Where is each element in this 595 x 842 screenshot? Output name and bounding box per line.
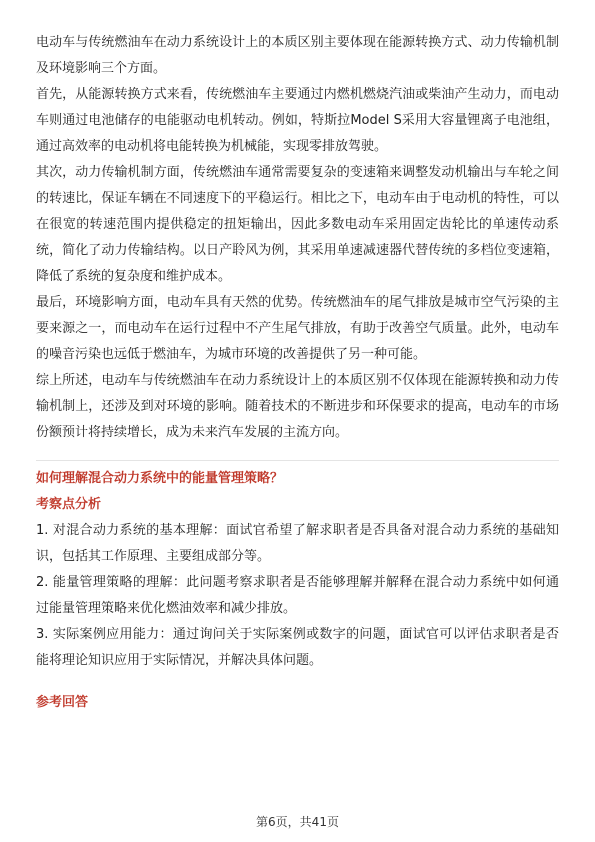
analysis-item: 1. 对混合动力系统的基本理解：面试官希望了解求职者是否具备对混合动力系统的基础知识，包括其工作原理、主要组成部分等。 bbox=[36, 523, 559, 564]
body-paragraph-transmission: 其次，动力传输机制方面，传统燃油车通常需要复杂的变速箱来调整发动机输出与车轮之间的转速比，保证车辆在不同速度下的平稳运行。相比之下，电动车由于电动机的特性，可以在很宽的转速范围内提供稳定的扭矩输出，因此多数电动车采用固定齿轮比的单速传动系统，简化了动力传输结构。以日产聆风为例，其采用单速减速器代替传统的多档位变速箱，降低了系统的复杂度和维护成本。 bbox=[36, 165, 559, 284]
section-divider bbox=[36, 460, 559, 461]
body-paragraph-intro: 电动车与传统燃油车在动力系统设计上的本质区别主要体现在能源转换方式、动力传输机制及环境影响三个方面。 bbox=[36, 35, 559, 76]
analysis-item: 2. 能量管理策略的理解：此问题考察求职者是否能够理解并解释在混合动力系统中如何通过能量管理策略来优化燃油效率和减少排放。 bbox=[36, 575, 559, 616]
page-number: 第6页，共41页 bbox=[256, 815, 339, 829]
page-content bbox=[36, 30, 559, 716]
analysis-heading: 考察点分析 bbox=[36, 497, 102, 512]
answer-heading: 参考回答 bbox=[36, 695, 89, 710]
analysis-item: 3. 实际案例应用能力：通过询问关于实际案例或数字的问题，面试官可以评估求职者是否能将理论知识应用于实际情况，并解决具体问题。 bbox=[36, 627, 559, 668]
body-paragraph-energy-conversion: 首先，从能源转换方式来看，传统燃油车主要通过内燃机燃烧汽油或柴油产生动力，而电动车则通过电池储存的电能驱动电机转动。例如，特斯拉Model S采用大容量锂离子电池组，通过高效率的电动机将电能转换为机械能，实现零排放驾驶。 bbox=[36, 87, 559, 154]
body-paragraph-summary: 综上所述，电动车与传统燃油车在动力系统设计上的本质区别不仅体现在能源转换和动力传输机制上，还涉及到对环境的影响。随着技术的不断进步和环保要求的提高，电动车的市场份额预计将持续增长，成为未来汽车发展的主流方向。 bbox=[36, 373, 559, 440]
question-title: 如何理解混合动力系统中的能量管理策略？ bbox=[36, 471, 284, 486]
body-paragraph-environment: 最后，环境影响方面，电动车具有天然的优势。传统燃油车的尾气排放是城市空气污染的主要来源之一，而电动车在运行过程中不产生尾气排放，有助于改善空气质量。此外，电动车的噪音污染也远低于燃油车，为城市环境的改善提供了另一种可能。 bbox=[36, 295, 559, 362]
